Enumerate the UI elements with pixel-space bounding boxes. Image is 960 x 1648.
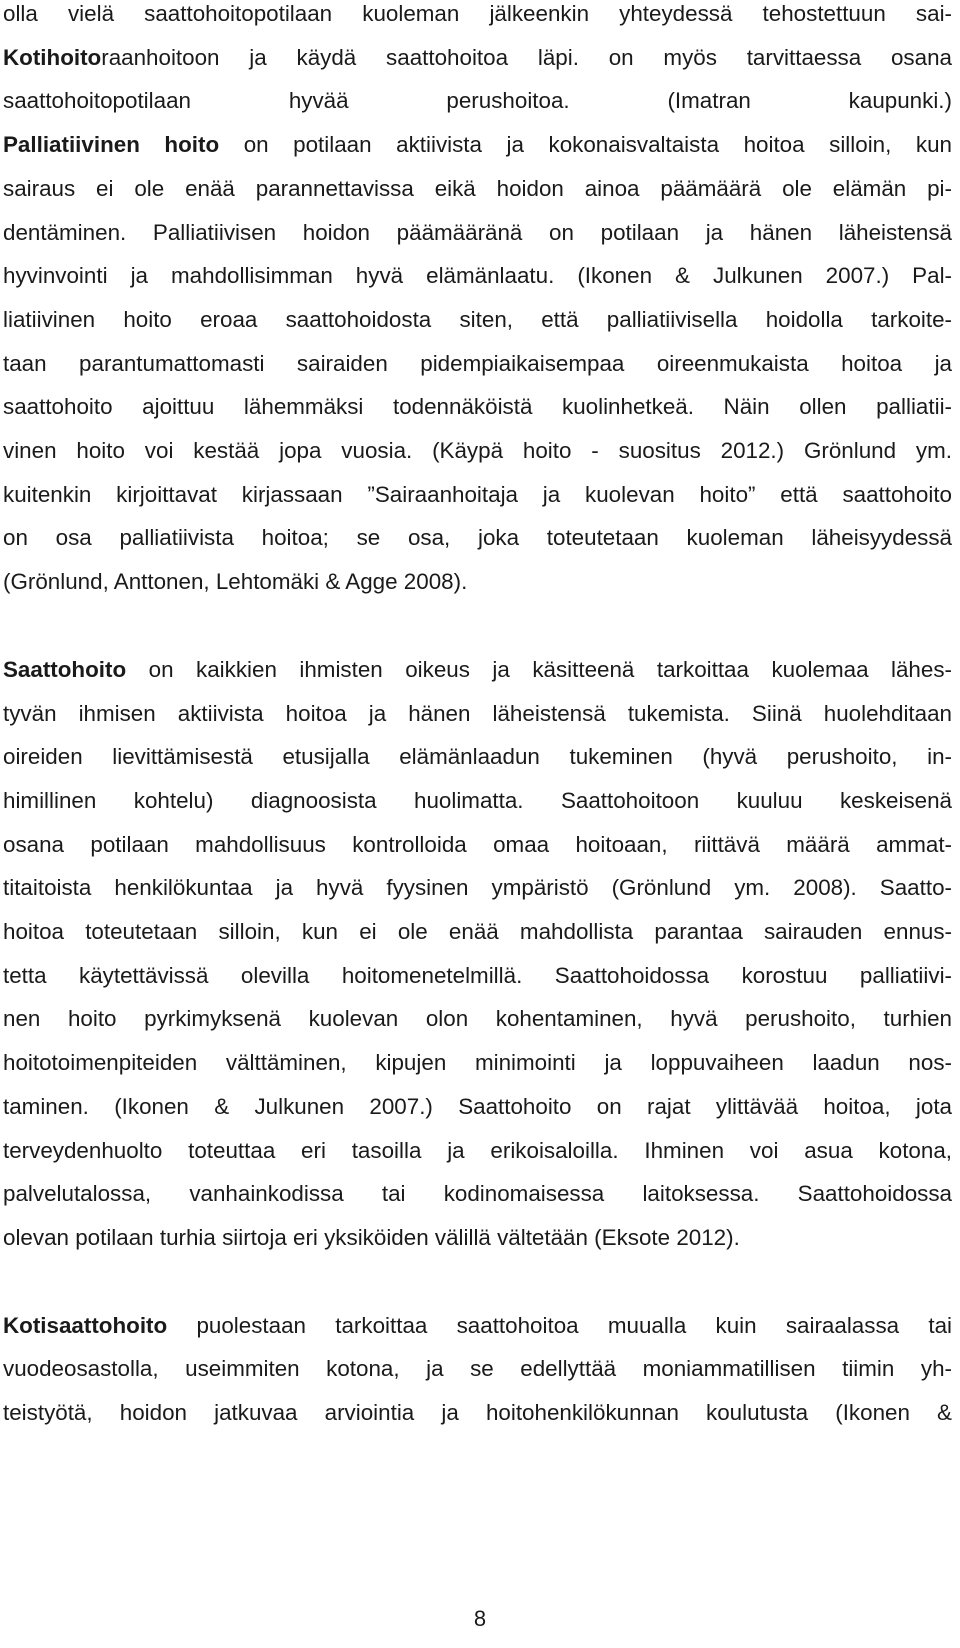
line-text: nen hoito pyrkimyksenä kuolevan olon kohentaminen, hyvä perushoito, turhien [3,1006,952,1032]
text-line [3,1172,952,1216]
text-line [3,167,952,211]
line-text: vinen hoito voi kestää jopa vuosia. (Käypä hoito - suositus 2012.) Grönlund ym. [3,438,952,464]
text-line [3,0,952,36]
text-line [3,735,952,779]
bold-term: Kotihoito [3,44,102,70]
line-text: palvelutalossa, vanhainkodissa tai kodinomaisessa laitoksessa. Saattohoidossa [3,1181,952,1207]
page-number: 8 [473,1606,487,1631]
line-text: on potilaan aktiivista ja kokonaisvaltaista hoitoa silloin, kun [219,132,952,158]
text-line [3,342,952,386]
line-text: tetta käytettävissä olevilla hoitomenetelmillä. Saattohoidossa korostuu palliatiivi- [3,962,952,988]
text-line [3,211,952,255]
line-text: raanhoitoon ja käydä saattohoitoa läpi. [101,44,609,70]
line-text: on osa palliatiivista hoitoa; se osa, joka toteutetaan kuoleman läheisyydessä [3,525,952,551]
line-text: kuitenkin kirjoittavat kirjassaan ”Sairaanhoitaja ja kuolevan hoito” että saattohoito [3,481,952,507]
text-line [3,866,952,910]
text-line [3,473,952,517]
line-text: puolestaan tarkoittaa saattohoitoa muualla kuin sairaalassa tai [167,1312,952,1338]
text-line [3,1041,952,1085]
line-text: himillinen kohtelu) diagnoosista huolimatta. Saattohoitoon kuuluu keskeisenä [3,787,952,813]
line-text: on myös tarvittaessa osana [608,44,952,70]
text-line [3,429,952,473]
text-line [3,779,952,823]
line-text: on kaikkien ihmisten oikeus ja käsitteenä tarkoittaa kuolemaa lähes- [126,656,952,682]
text-line [3,823,952,867]
line-text: olla vielä saattohoitopotilaan kuoleman jälkeenkin yhteydessä tehostettuun sai- [3,1,952,26]
line-text: titaitoista henkilökuntaa ja hyvä fyysinen ympäristö (Grönlund ym. 2008). Saatto- [3,875,952,901]
text-line [3,910,952,954]
line-text: dentäminen. Palliatiivisen hoidon päämääränä on potilaan ja hänen läheistensä [3,219,952,245]
line-text: (Grönlund, Anttonen, Lehtomäki & Agge 2008). [3,569,468,595]
line-text: teistyötä, hoidon jatkuvaa arviointia ja hoitohenkilökunnan koulutusta (Ikonen & [3,1400,952,1426]
line-text: vuodeosastolla, useimmiten kotona, ja se edellyttää moniammatillisen tiimin yh- [3,1356,952,1382]
line-text: oireiden lievittämisestä etusijalla elämänlaadun tukeminen (hyvä perushoito, in- [3,744,952,770]
text-line [3,36,952,80]
text-line [3,560,952,604]
paragraph-continuation [0,0,952,123]
text-line [3,516,952,560]
text-line [3,1391,952,1435]
line-text: taminen. (Ikonen & Julkunen 2007.) Saattohoito on rajat ylittävää hoitoa, jota [3,1093,952,1119]
line-text: liatiivinen hoito eroaa saattohoidosta siten, että palliatiivisella hoidolla tarkoite- [3,306,952,332]
line-text: osana potilaan mahdollisuus kontrolloida omaa hoitoaan, riittävä määrä ammat- [3,831,952,857]
bold-term: Kotisaattohoito [3,1312,168,1338]
text-line [3,1347,952,1391]
text-line [3,692,952,736]
paragraph-kotisaattohoito [0,1304,952,1435]
line-text: hoitotoimenpiteiden välttäminen, kipujen minimointi ja loppuvaiheen laadun nos- [3,1050,952,1076]
text-line [3,123,952,167]
line-text: terveydenhuolto toteuttaa eri tasoilla ja erikoisaloilla. Ihminen voi asua kotona, [3,1137,952,1163]
text-line [3,954,952,998]
text-line [3,648,952,692]
text-line [3,79,952,123]
bold-term: Saattohoito [3,656,127,682]
line-text: taan parantumattomasti sairaiden pidempiaikaisempaa oireenmukaista hoitoa ja [3,350,952,376]
text-line [3,1216,952,1260]
text-line [3,1304,952,1348]
text-line [3,254,952,298]
text-line [3,1129,952,1173]
paragraph-palliatiivinen-hoito [0,123,952,604]
text-line [3,298,952,342]
text-line [3,997,952,1041]
line-text: olevan potilaan turhia siirtoja eri yksiköiden välillä vältetään (Eksote 2012). [3,1224,740,1250]
line-text: saattohoito ajoittuu lähemmäksi todennäköistä kuolinhetkeä. Näin ollen palliatii- [3,394,952,420]
line-text: hyvinvointi ja mahdollisimman hyvä elämänlaatu. (Ikonen & Julkunen 2007.) Pal- [3,263,952,289]
line-text: sairaus ei ole enää parannettavissa eikä hoidon ainoa päämäärä ole elämän pi- [3,175,952,201]
line-text: hoitoa toteutetaan silloin, kun ei ole enää mahdollista parantaa sairauden ennus- [3,919,952,945]
paragraph-saattohoito [0,648,952,1260]
text-line [3,1085,952,1129]
line-text: saattohoitopotilaan hyvää perushoitoa. (Imatran kaupunki.) [3,88,952,114]
text-line [3,385,952,429]
line-text: tyvän ihmisen aktiivista hoitoa ja hänen läheistensä tukemista. Siinä huolehditaan [3,700,952,726]
bold-term: Palliatiivinen hoito [3,132,220,158]
